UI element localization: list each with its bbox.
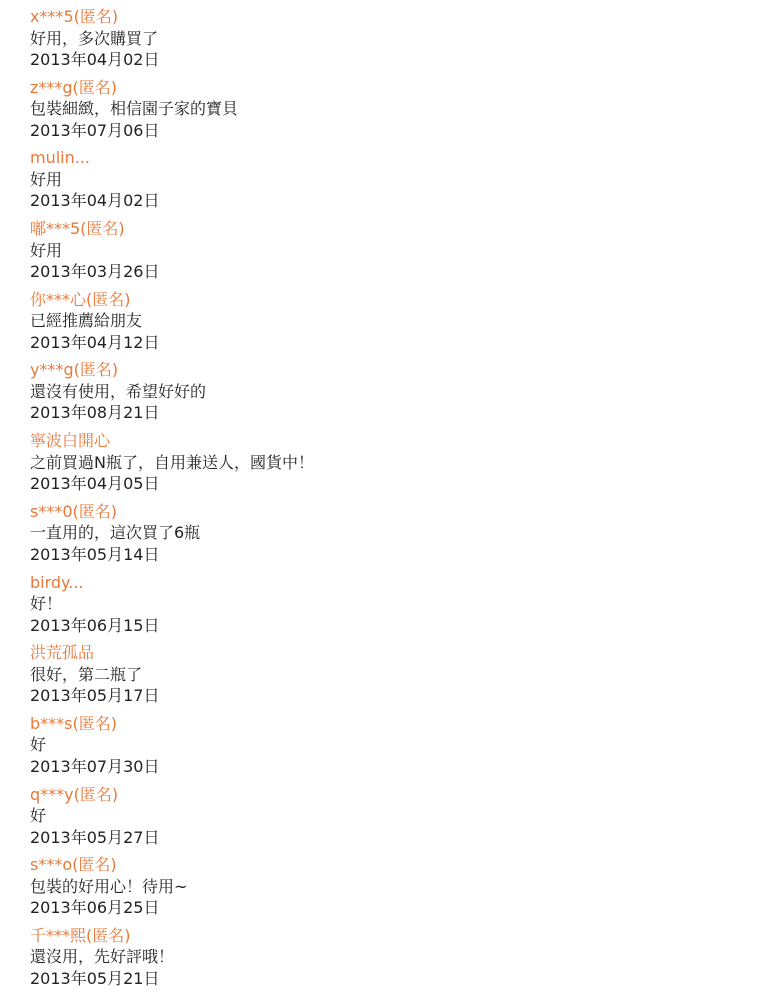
review-item — [30, 147, 750, 218]
review-comment: 一直用的，這次買了6瓶 — [30, 523, 201, 543]
review-username[interactable]: s***0(匿名) — [30, 501, 118, 521]
review-date: 2013年07月06日 — [30, 120, 160, 140]
review-item — [30, 713, 750, 784]
review-date: 2013年05月14日 — [30, 544, 160, 564]
review-date: 2013年04月05日 — [30, 474, 160, 494]
review-username[interactable]: q***y(匿名) — [30, 784, 119, 804]
review-comment: 之前買過N瓶了，自用兼送人，國貨中！ — [30, 452, 314, 472]
review-username[interactable]: x***5(匿名) — [30, 7, 119, 26]
review-date: 2013年08月21日 — [30, 403, 160, 423]
review-item — [30, 430, 750, 501]
review-comment: 包裝的好用心！待用~ — [30, 876, 188, 896]
review-item — [30, 572, 750, 643]
review-comment: 很好，第二瓶了 — [30, 664, 143, 684]
review-item — [30, 642, 750, 713]
review-comment: 好！ — [30, 594, 63, 613]
review-username[interactable]: mulin... — [30, 148, 91, 168]
review-comment: 已經推薦給朋友 — [30, 311, 143, 331]
review-comment: 包裝細緻，相信園子家的寶貝 — [30, 99, 239, 119]
review-comment: 好 — [30, 735, 47, 755]
review-date: 2013年03月26日 — [30, 262, 160, 282]
review-username[interactable]: 千***熙(匿名) — [30, 925, 131, 945]
review-item — [30, 218, 750, 289]
review-item — [30, 784, 750, 855]
review-comment: 好用 — [30, 240, 63, 260]
review-date: 2013年05月27日 — [30, 827, 160, 847]
review-username[interactable]: s***o(匿名) — [30, 855, 117, 875]
review-username[interactable]: z***g(匿名) — [30, 77, 118, 97]
review-date: 2013年05月17日 — [30, 686, 160, 706]
review-username[interactable]: 你***心(匿名) — [30, 289, 131, 309]
review-item — [30, 501, 750, 572]
review-username[interactable]: 寧波白開心 — [30, 431, 111, 451]
review-comment: 還沒用，先好評哦！ — [30, 947, 175, 967]
review-date: 2013年06月15日 — [30, 615, 160, 635]
review-item — [30, 925, 750, 996]
review-username[interactable]: birdy... — [30, 572, 84, 592]
review-username[interactable]: b***s(匿名) — [30, 713, 117, 733]
review-item — [30, 359, 750, 430]
review-date: 2013年04月12日 — [30, 332, 160, 352]
review-list — [30, 6, 750, 996]
review-username[interactable]: 嘟***5(匿名) — [30, 219, 125, 239]
review-item — [30, 854, 750, 925]
review-comment: 好用，多次購買了 — [30, 28, 159, 48]
review-item — [30, 77, 750, 148]
review-comment: 還沒有使用，希望好好的 — [30, 381, 207, 401]
review-item — [30, 6, 750, 77]
review-comment: 好 — [30, 806, 47, 826]
review-date: 2013年04月02日 — [30, 50, 160, 69]
review-username[interactable]: 洪荒孤品 — [30, 643, 95, 663]
review-date: 2013年05月21日 — [30, 968, 160, 988]
review-date: 2013年07月30日 — [30, 756, 160, 776]
review-comment: 好用 — [30, 169, 63, 189]
review-item — [30, 289, 750, 360]
review-username[interactable]: y***g(匿名) — [30, 360, 119, 380]
review-date: 2013年04月02日 — [30, 191, 160, 211]
review-date: 2013年06月25日 — [30, 898, 160, 918]
